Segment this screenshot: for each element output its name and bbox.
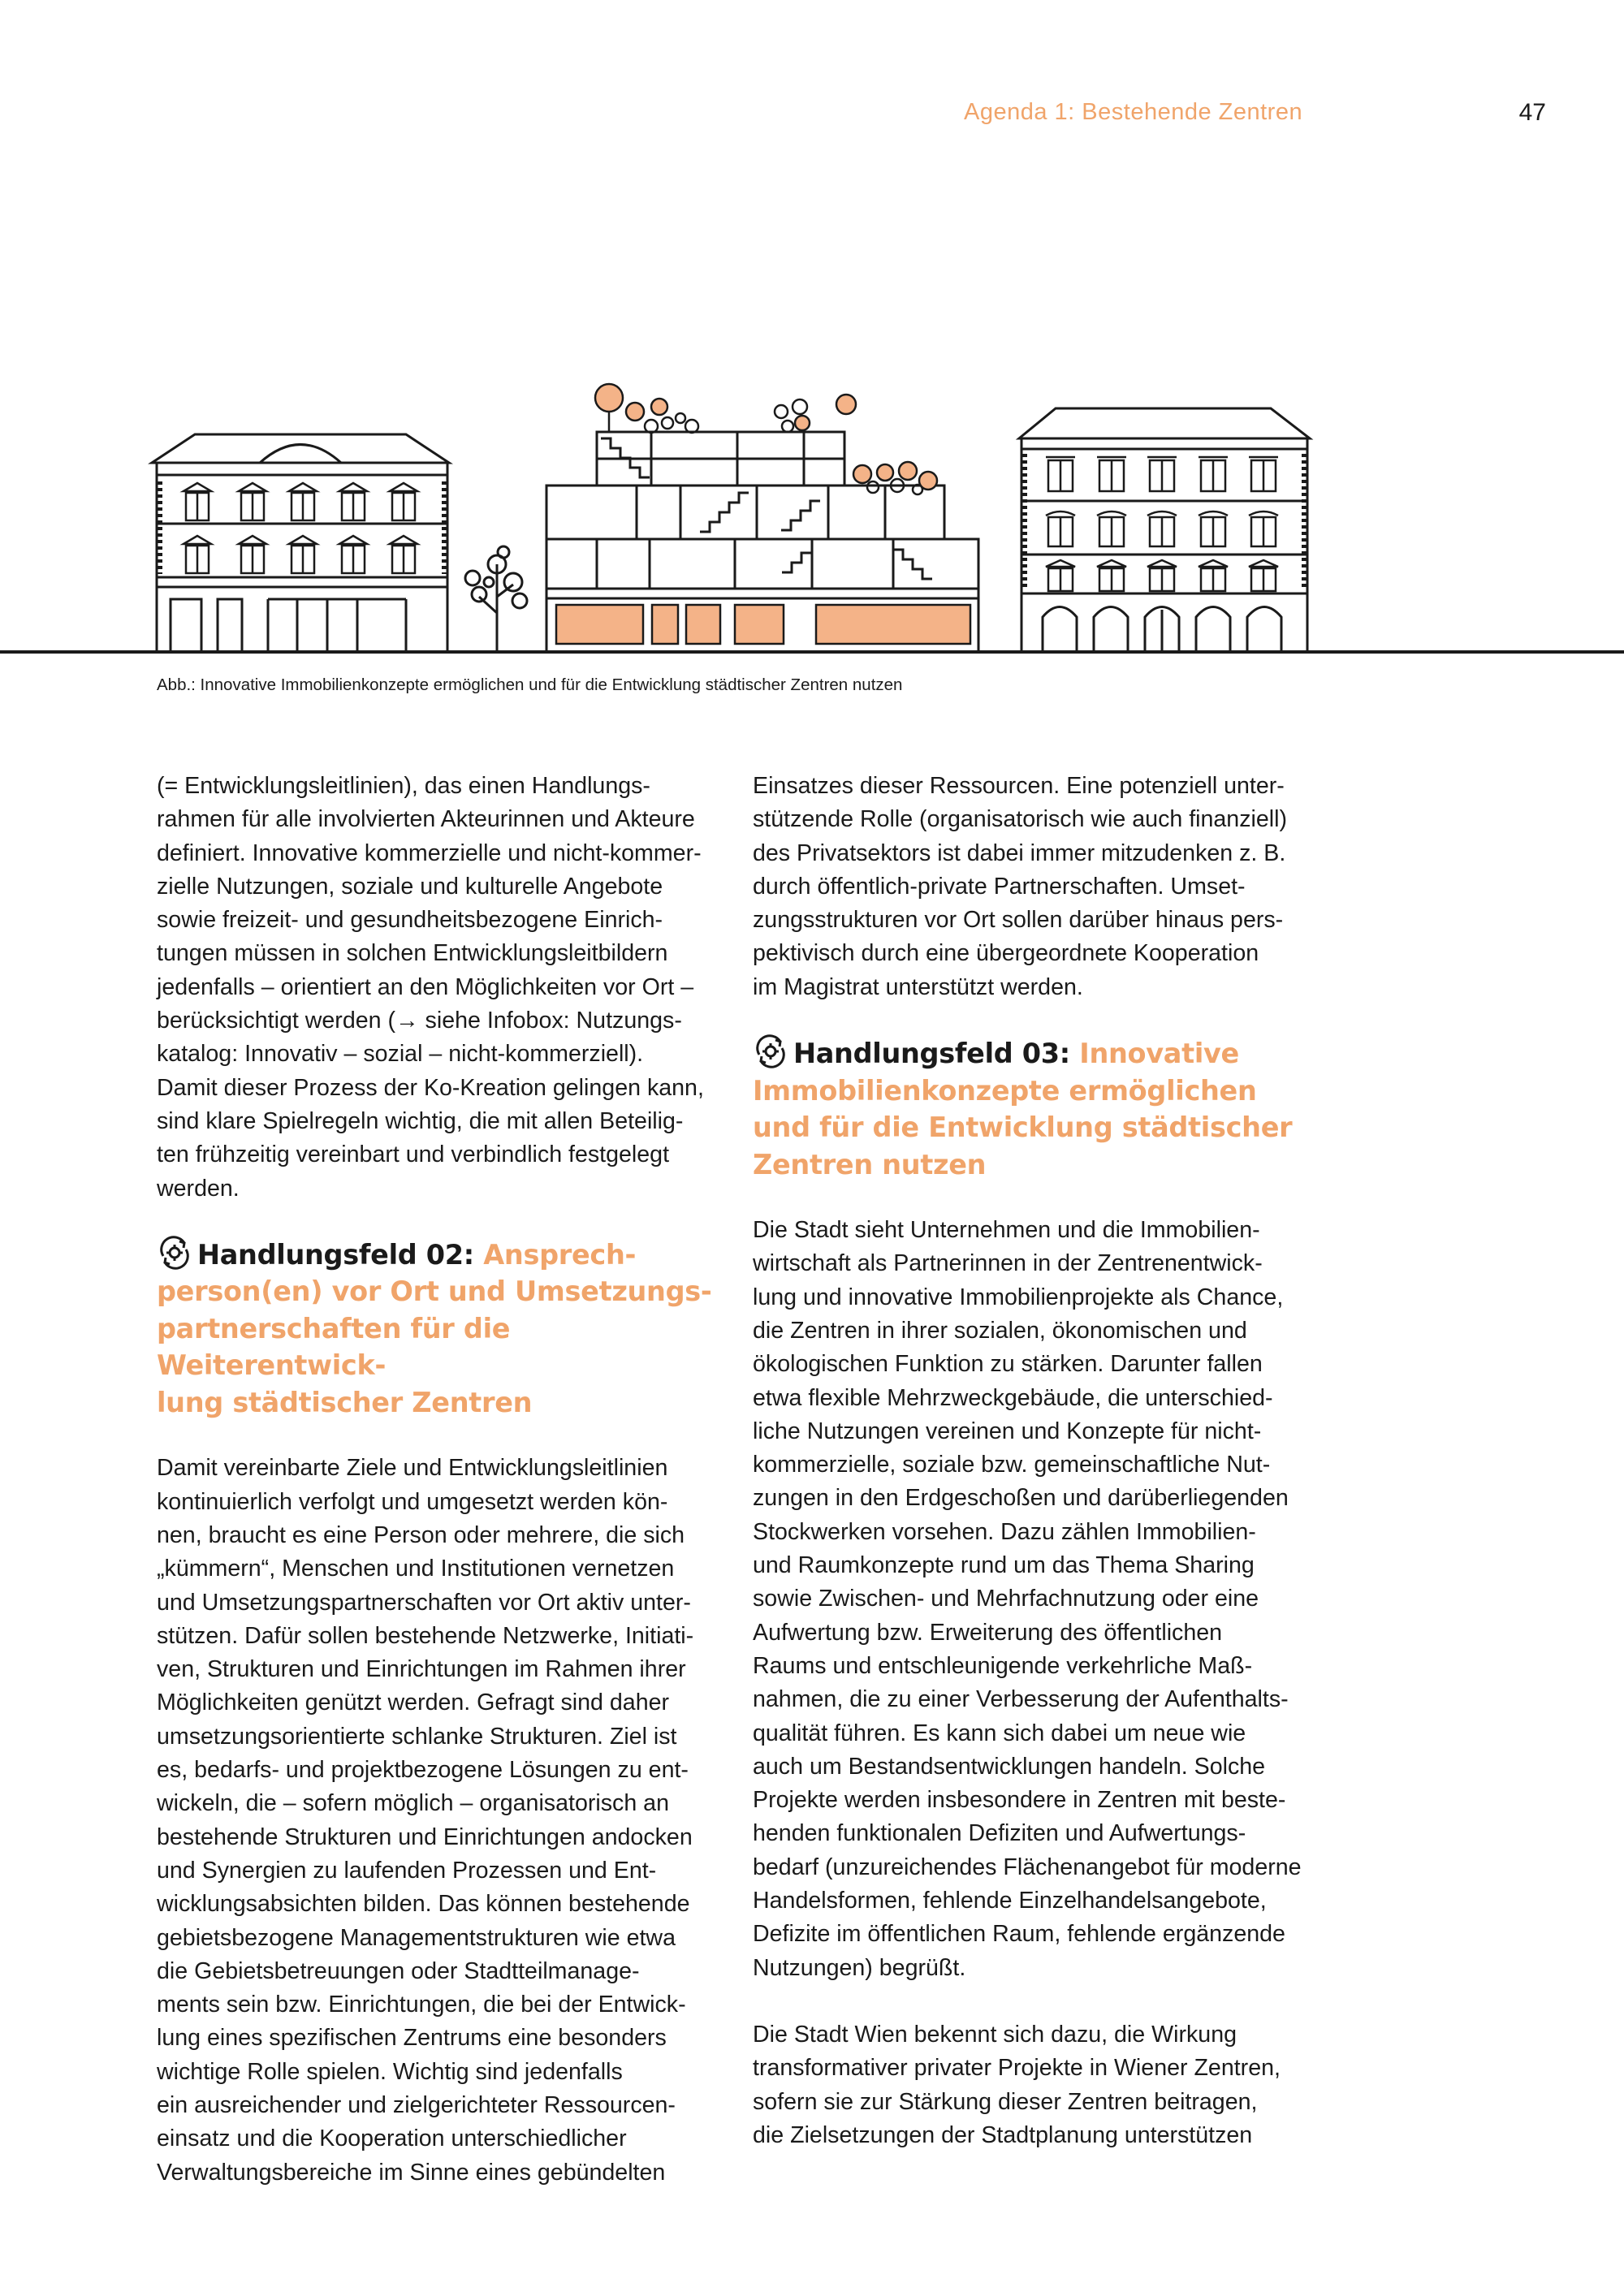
text-line: zungsstrukturen vor Ort sollen darüber hinaus pers-: [753, 907, 1284, 934]
gear-cycle-icon: [753, 1034, 788, 1069]
gear-cycle-icon: [157, 1235, 192, 1271]
buildings-illustration: [0, 369, 1624, 662]
right-column: [753, 770, 1317, 2152]
text-line: nen, braucht es eine Person oder mehrere, die sich: [157, 1521, 685, 1548]
text-line: sind klare Spielregeln wichtig, die mit allen Beteilig-: [157, 1107, 684, 1134]
heading-accent-line: Ansprech-: [483, 1238, 637, 1271]
text-line: kommerzielle, soziale bzw. gemeinschaftliche Nut-: [753, 1452, 1271, 1478]
text-line: lung und innovative Immobilienprojekte als Chance,: [753, 1284, 1284, 1310]
heading-accent-line: Zentren nutzen: [753, 1148, 987, 1180]
tree-icon: [465, 546, 527, 652]
text-line: bestehende Strukturen und Einrichtungen andocken: [157, 1823, 693, 1850]
text-line: einsatz und die Kooperation unterschiedlicher: [157, 2126, 627, 2152]
text-line: jedenfalls – orientiert an den Möglichkeiten vor Ort –: [157, 973, 694, 1000]
text-line: auch um Bestandsentwicklungen handeln. Solche: [753, 1753, 1266, 1780]
text-line: sowie Zwischen- und Mehrfachnutzung oder eine: [753, 1586, 1259, 1612]
text-line: ein ausreichender und zielgerichteter Ressourcen-: [157, 2092, 676, 2118]
text-line: rahmen für alle involvierten Akteurinnen und Akteure: [157, 806, 695, 833]
right-intro-paragraph: [753, 770, 1317, 1004]
page-number: 47: [1518, 99, 1546, 126]
text-line: Aufwertung bzw. Erweiterung des öffentlichen: [753, 1619, 1223, 1646]
text-line: die Gebietsbetreuungen oder Stadtteilmanage-: [157, 1957, 640, 1984]
text-line: Einsatzes dieser Ressourcen. Eine potenziell unter-: [753, 773, 1285, 799]
text-line: (= Entwicklungsleitlinien), das einen Handlungs-: [157, 773, 650, 799]
text-line: wicklungsabsichten bilden. Das können bestehende: [157, 1891, 690, 1918]
text-line: kontinuierlich verfolgt und umgesetzt werden kön-: [157, 1488, 668, 1515]
text-line: und Raumkonzepte rund um das Thema Sharing: [753, 1552, 1255, 1579]
text-line: liche Nutzungen vereinen und Konzepte für nicht-: [753, 1418, 1262, 1444]
heading-accent-line: und für die Entwicklung städtischer: [753, 1111, 1293, 1144]
text-line: es, bedarfs- und projektbezogene Lösungen zu ent-: [157, 1757, 689, 1784]
text-line: wichtige Rolle spielen. Wichtig sind jedenfalls: [157, 2058, 623, 2085]
text-line: Stockwerken vorsehen. Dazu zählen Immobilien-: [753, 1518, 1256, 1545]
text-line: sowie freizeit- und gesundheitsbezogene Einrich-: [157, 907, 663, 934]
text-line: ökologischen Funktion zu stärken. Darunter fallen: [753, 1351, 1263, 1378]
text-line: zungen in den Erdgeschoßen und darüberliegenden: [753, 1485, 1289, 1512]
text-line: Raums und entschleunigende verkehrliche Maß-: [753, 1652, 1253, 1679]
text-line: sofern sie zur Stärkung dieser Zentren beitragen,: [753, 2088, 1258, 2115]
text-line: und Umsetzungspartnerschaften vor Ort aktiv unter-: [157, 1589, 691, 1616]
text-line: berücksichtigt werden (→ siehe Infobox: Nutzungs-: [157, 1008, 682, 1034]
text-line: qualität führen. Es kann sich dabei um neue wie: [753, 1720, 1246, 1746]
text-line: Verwaltungsbereiche im Sinne eines gebündelten: [157, 2159, 666, 2186]
text-line: im Magistrat unterstützt werden.: [753, 973, 1083, 1000]
right-body-paragraph: [753, 1214, 1317, 1985]
text-line: durch öffentlich-private Partnerschaften. Umset-: [753, 873, 1246, 900]
handlungsfeld-02-heading: [157, 1235, 721, 1422]
text-line: Die Stadt sieht Unternehmen und die Immobilien-: [753, 1217, 1260, 1244]
text-line: bedarf (unzureichendes Flächenangebot für moderne: [753, 1854, 1302, 1880]
text-line: katalog: Innovativ – sozial – nicht-kommerziell).: [157, 1041, 644, 1068]
heading-accent-line: lung städtischer Zentren: [157, 1386, 533, 1418]
text-line: zielle Nutzungen, soziale und kulturelle Angebote: [157, 873, 663, 900]
text-line: „kümmern“, Menschen und Institutionen vernetzen: [157, 1556, 675, 1582]
text-line: ten frühzeitig vereinbart und verbindlich festgelegt: [157, 1142, 670, 1168]
text-line: tungen müssen in solchen Entwicklungsleitbildern: [157, 940, 668, 967]
text-line: etwa flexible Mehrzweckgebäude, die unterschied-: [753, 1384, 1273, 1411]
right-building: [1019, 408, 1310, 652]
left-building: [152, 434, 449, 652]
text-line: stützende Rolle (organisatorisch wie auch finanziell): [753, 806, 1287, 833]
text-line: lung eines spezifischen Zentrums eine besonders: [157, 2025, 667, 2052]
text-line: die Zielsetzungen der Stadtplanung unterstützen: [753, 2121, 1253, 2148]
text-line: henden funktionalen Defiziten und Aufwertungs-: [753, 1820, 1246, 1847]
figure-caption: Abb.: Innovative Immobilienkonzepte ermöglichen und für die Entwicklung städtischer Zentren nutzen: [157, 675, 903, 694]
text-line: die Zentren in ihrer sozialen, ökonomischen und: [753, 1317, 1247, 1344]
text-line: nahmen, die zu einer Verbesserung der Aufenthalts-: [753, 1686, 1289, 1713]
heading-prefix: Handlungsfeld 03:: [793, 1038, 1080, 1070]
text-line: stützen. Dafür sollen bestehende Netzwerke, Initiati-: [157, 1622, 694, 1649]
heading-prefix: Handlungsfeld 02:: [197, 1238, 484, 1271]
text-line: ments sein bzw. Einrichtungen, die bei der Entwick-: [157, 1992, 686, 2018]
text-line: Defizite im öffentlichen Raum, fehlende ergänzende: [753, 1921, 1285, 1948]
text-line: transformativer privater Projekte in Wiener Zentren,: [753, 2055, 1281, 2082]
text-line: Nutzungen) begrüßt.: [753, 1954, 966, 1981]
heading-accent-line: person(en) vor Ort und Umsetzungs-: [157, 1275, 712, 1308]
text-line: definiert. Innovative kommerzielle und nicht-kommer-: [157, 839, 702, 866]
text-line: und Synergien zu laufenden Prozessen und Ent-: [157, 1857, 657, 1884]
left-body-paragraph: [157, 1452, 721, 2190]
running-header-section: Agenda 1: Bestehende Zentren: [964, 99, 1303, 125]
text-line: umsetzungsorientierte schlanke Strukturen. Ziel ist: [157, 1723, 677, 1750]
text-line: ven, Strukturen und Einrichtungen im Rahmen ihrer: [157, 1656, 686, 1683]
text-line: Möglichkeiten genützt werden. Gefragt sind daher: [157, 1690, 670, 1716]
text-line: wirtschaft als Partnerinnen in der Zentrenentwick-: [753, 1250, 1263, 1277]
left-column: [157, 770, 721, 2190]
text-line: Projekte werden insbesondere in Zentren mit beste-: [753, 1787, 1286, 1814]
handlungsfeld-03-heading: [753, 1034, 1317, 1183]
text-line: des Privatsektors ist dabei immer mitzudenken z. B.: [753, 839, 1286, 866]
text-line: Die Stadt Wien bekennt sich dazu, die Wirkung: [753, 2021, 1237, 2048]
text-line: wickeln, die – sofern möglich – organisatorisch an: [157, 1790, 669, 1817]
text-line: Damit vereinbarte Ziele und Entwicklungsleitlinien: [157, 1455, 668, 1482]
heading-accent-line: partnerschaften für die Weiterentwick-: [157, 1312, 511, 1382]
text-line: gebietsbezogene Managementstrukturen wie etwa: [157, 1924, 676, 1951]
right-closing-paragraph: [753, 2018, 1317, 2152]
text-line: werden.: [157, 1175, 240, 1202]
left-intro-paragraph: [157, 770, 721, 1206]
heading-accent-line: Immobilienkonzepte ermöglichen: [753, 1074, 1257, 1107]
text-line: Damit dieser Prozess der Ko-Kreation gelingen kann,: [157, 1074, 704, 1101]
text-line: Handelsformen, fehlende Einzelhandelsangebote,: [753, 1888, 1267, 1914]
middle-building: [546, 384, 978, 652]
heading-accent-line: Innovative: [1079, 1038, 1239, 1070]
text-line: pektivisch durch eine übergeordnete Kooperation: [753, 940, 1259, 967]
